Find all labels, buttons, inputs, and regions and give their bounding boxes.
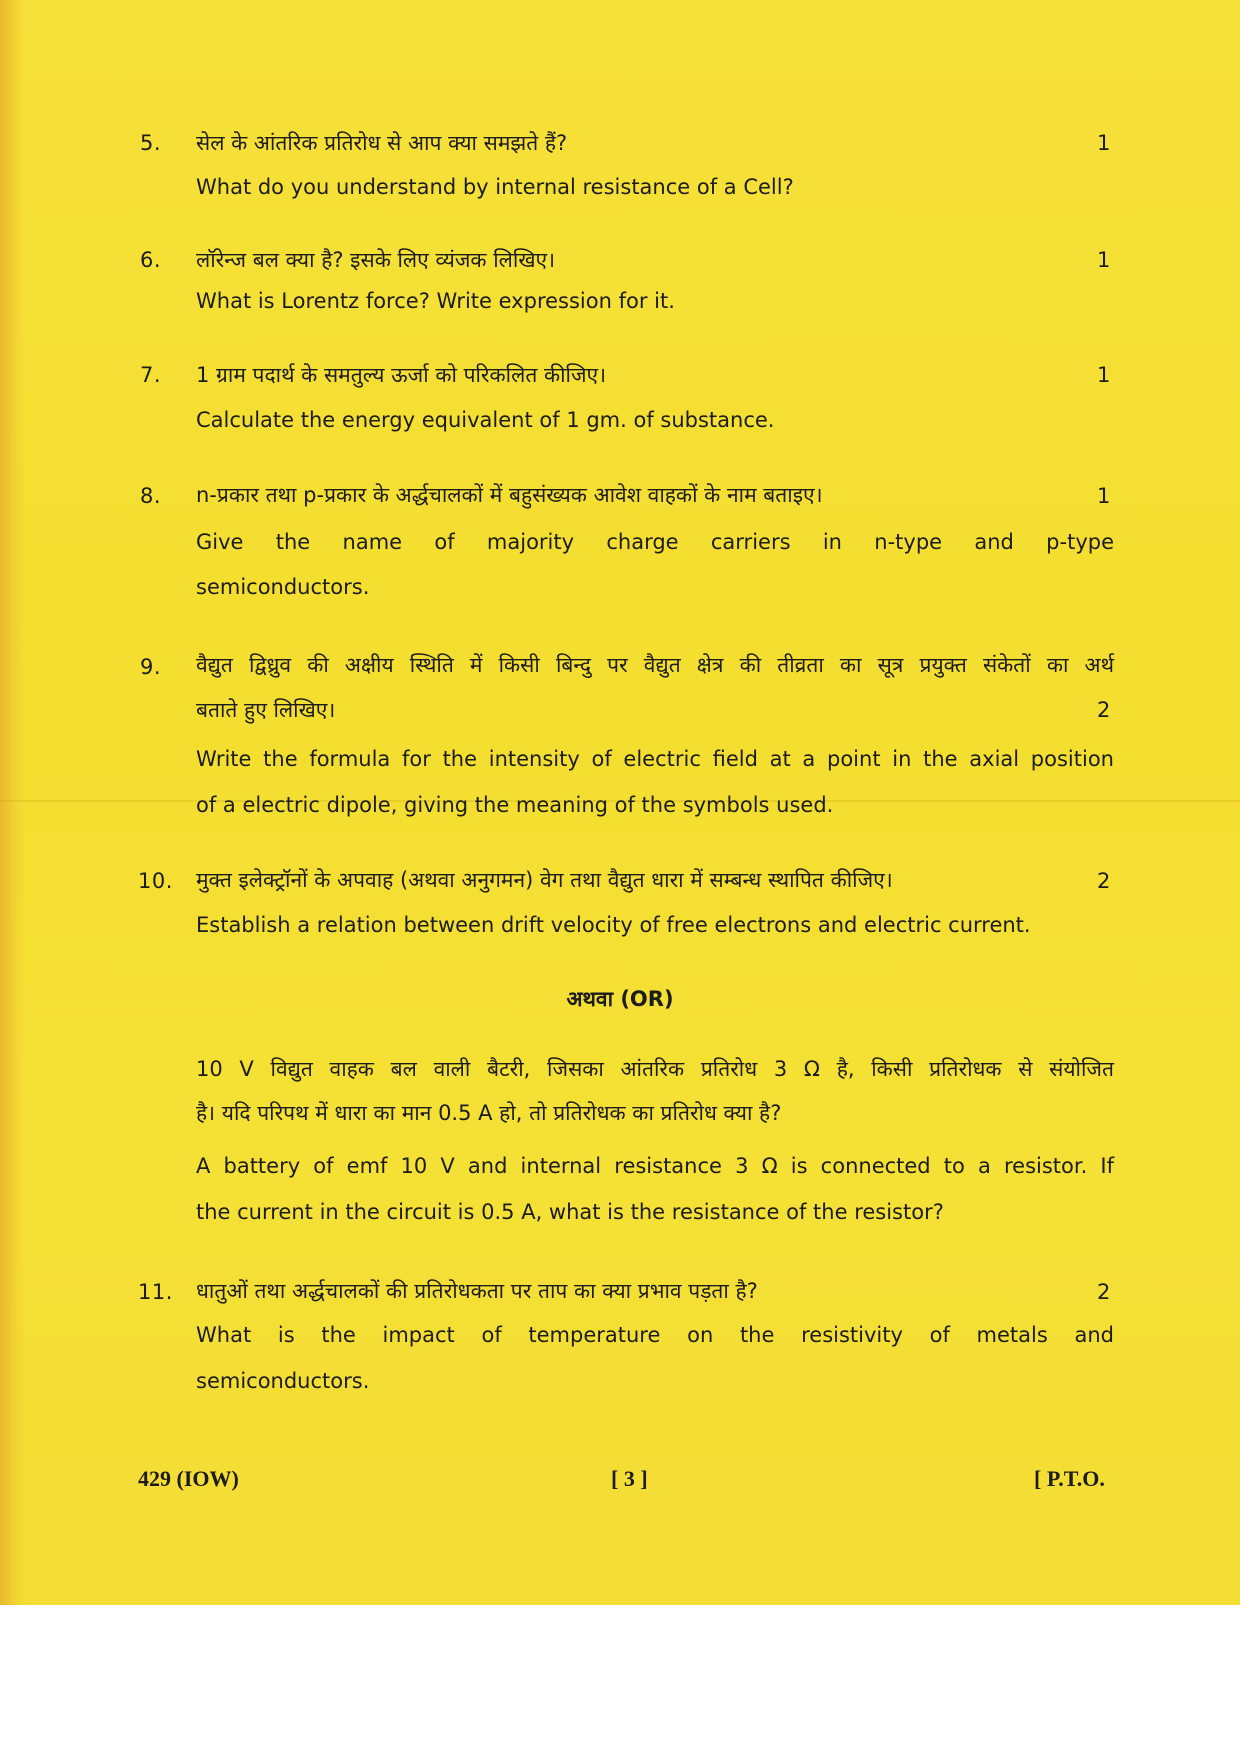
question-marks: 2 (1097, 1280, 1111, 1304)
question-number: 5. (140, 131, 162, 155)
paper-code: 429 (IOW) (138, 1466, 239, 1491)
question-text-english: What is Lorentz force? Write expression for it. (196, 289, 675, 313)
question-number: 9. (140, 655, 162, 679)
pto-note: [ P.T.O. (1034, 1466, 1105, 1491)
question-text-english-cont: semiconductors. (196, 1369, 370, 1393)
question-text-hindi: n-प्रकार तथा p-प्रकार के अर्द्धचालकों में बहुसंख्यक आवेश वाहकों के नाम बताइए। (196, 483, 823, 507)
or-heading: अथवा (OR) (566, 987, 674, 1011)
question-text-hindi: लॉरेन्ज बल क्या है? इसके लिए व्यंजक लिखिए। (196, 248, 556, 272)
page-number: [ 3 ] (611, 1466, 648, 1491)
question-number: 10. (138, 869, 173, 893)
or-question-text-hindi-cont: है। यदि परिपथ में धारा का मान 0.5 A हो, तो प्रतिरोधक का प्रतिरोध क्या है? (196, 1101, 782, 1125)
question-text-english-cont: of a electric dipole, giving the meaning of the symbols used. (196, 793, 834, 817)
paper-fold-edge (0, 0, 24, 1605)
question-text-english: Write the formula for the intensity of electric field at a point in the axial position (196, 747, 1114, 771)
question-text-english: What is the impact of temperature on the resistivity of metals and (196, 1323, 1114, 1347)
question-marks: 1 (1097, 248, 1111, 272)
question-number: 6. (140, 248, 162, 272)
question-marks: 1 (1097, 131, 1111, 155)
question-number: 11. (138, 1280, 173, 1304)
question-text-hindi: 1 ग्राम पदार्थ के समतुल्य ऊर्जा को परिकलित कीजिए। (196, 363, 607, 387)
question-text-english: Establish a relation between drift velocity of free electrons and electric current. (196, 913, 1031, 937)
question-text-english-cont: semiconductors. (196, 575, 370, 599)
question-marks: 1 (1097, 363, 1111, 387)
question-text-hindi: सेल के आंतरिक प्रतिरोध से आप क्या समझते हैं? (196, 131, 568, 155)
or-question-text-english: A battery of emf 10 V and internal resistance 3 Ω is connected to a resistor. If (196, 1154, 1114, 1178)
question-marks: 2 (1097, 869, 1111, 893)
question-text-english: What do you understand by internal resistance of a Cell? (196, 175, 794, 199)
or-question-text-english-cont: the current in the circuit is 0.5 A, what is the resistance of the resistor? (196, 1200, 944, 1224)
question-text-hindi-cont: बताते हुए लिखिए। (196, 698, 336, 722)
or-question-text-hindi: 10 V विद्युत वाहक बल वाली बैटरी, जिसका आंतरिक प्रतिरोध 3 Ω है, किसी प्रतिरोधक से संयोजित (196, 1057, 1114, 1081)
question-text-hindi: धातुओं तथा अर्द्धचालकों की प्रतिरोधकता पर ताप का क्या प्रभाव पड़ता है? (196, 1279, 758, 1303)
question-text-hindi: वैद्युत द्विध्रुव की अक्षीय स्थिति में किसी बिन्दु पर वैद्युत क्षेत्र की तीव्रता का सूत्र प्रयुक्त संकेतों का अर्थ (196, 653, 1114, 677)
question-number: 7. (140, 363, 162, 387)
question-text-english: Calculate the energy equivalent of 1 gm. of substance. (196, 408, 775, 432)
question-marks: 2 (1097, 698, 1111, 722)
question-text-english: Give the name of majority charge carriers in n-type and p-type (196, 530, 1114, 554)
question-marks: 1 (1097, 484, 1111, 508)
question-text-hindi: मुक्त इलेक्ट्रॉनों के अपवाह (अथवा अनुगमन) वेग तथा वैद्युत धारा में सम्बन्ध स्थापित कीजिए। (196, 868, 893, 892)
question-number: 8. (140, 484, 162, 508)
